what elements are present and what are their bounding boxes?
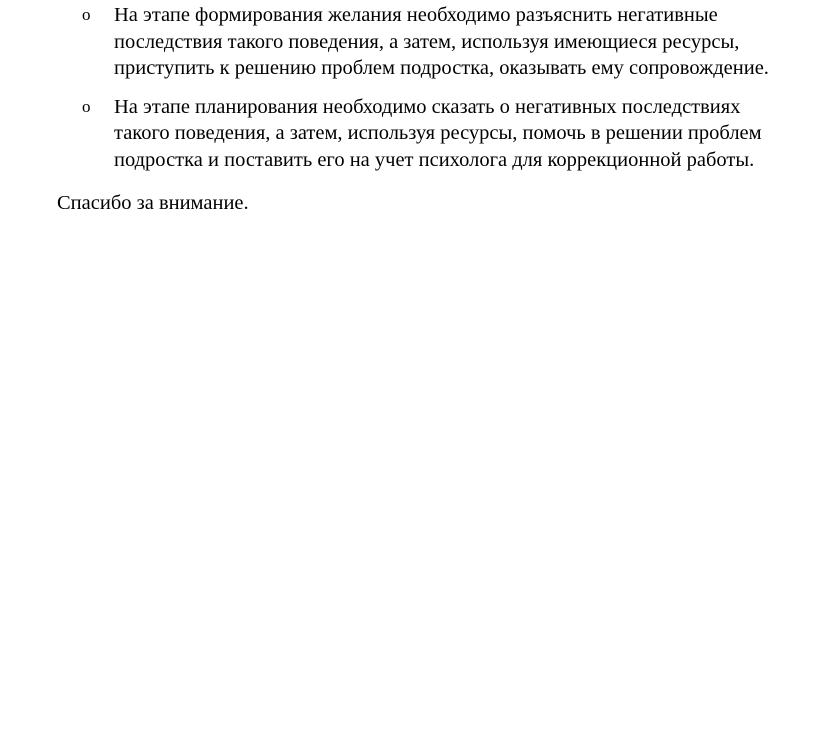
list-item-line: подростка и поставить его на учет психолога для коррекционной работы. xyxy=(114,148,755,171)
list-item xyxy=(82,2,812,82)
list-item xyxy=(82,94,812,174)
bullet-marker: o xyxy=(82,5,91,24)
list-item-line: приступить к решению проблем подростка, оказывать ему сопровождение. xyxy=(114,57,769,79)
bullet-list xyxy=(82,2,812,185)
bullet-marker: o xyxy=(82,96,91,116)
list-item-line: такого поведения, а затем, используя ресурсы, помочь в решении проблем xyxy=(114,122,762,144)
closing-text: Спасибо за внимание. xyxy=(57,192,249,214)
list-item-line: последствия такого поведения, а затем, используя имеющиеся ресурсы, xyxy=(114,30,740,53)
list-item-line: На этапе формирования желания необходимо разъяснить негативные xyxy=(114,4,718,26)
list-item-line: На этапе планирования необходимо сказать о негативных последствиях xyxy=(114,95,741,118)
